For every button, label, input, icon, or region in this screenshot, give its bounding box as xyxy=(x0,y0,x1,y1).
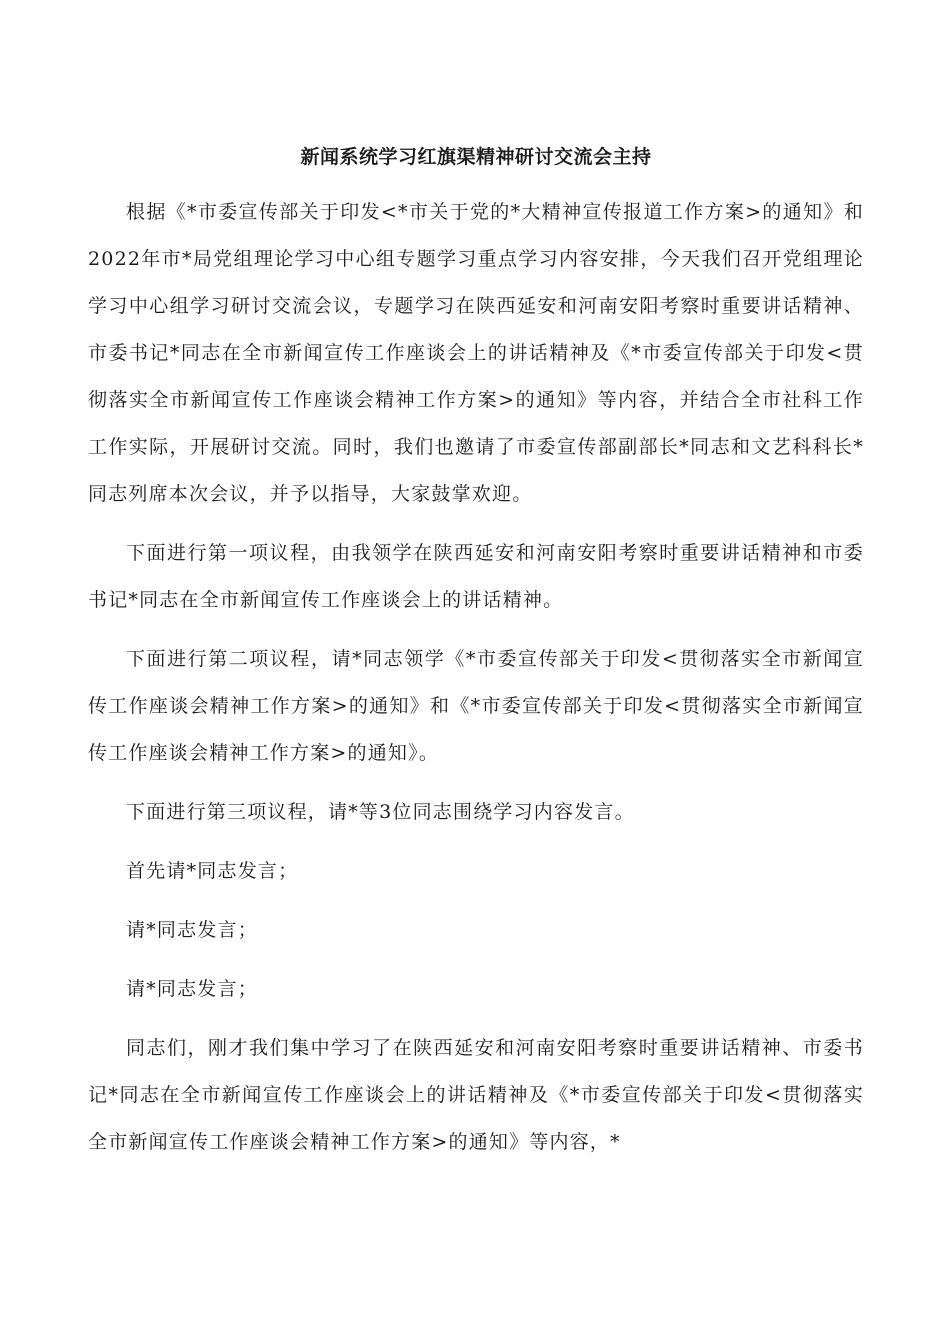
document-title: 新闻系统学习红旗渠精神研讨交流会主持 xyxy=(300,146,652,168)
document-body xyxy=(88,137,864,1178)
paragraph-speaker-1: 首先请*同志发言； xyxy=(126,860,299,882)
paragraph-speaker-2: 请*同志发言； xyxy=(126,919,258,941)
paragraph-speaker-3: 请*同志发言； xyxy=(126,978,258,1000)
paragraph-agenda-item-1: 下面进行第一项议程，由我领学在陕西延安和河南安阳考察时重要讲话精神和市委书记*同志在全市新闻宣传工作座谈会上的讲话精神。 xyxy=(88,542,864,611)
paragraph-agenda-item-2: 下面进行第二项议程，请*同志领学《*市委宣传部关于印发<贯彻落实全市新闻宣传工作座谈会精神工作方案>的通知》和《*市委宣传部关于印发<贯彻落实全市新闻宣传工作座谈会精神工作方案>的通知》。 xyxy=(88,648,864,764)
paragraph-opening: 根据《*市委宣传部关于印发<*市关于党的*大精神宣传报道工作方案>的通知》和2022年市*局党组理论学习中心组专题学习重点学习内容安排，今天我们召开党组理论学习中心组学习研讨交流会议，专题学习在陕西延安和河南安阳考察时重要讲话精神、市委书记*同志在全市新闻宣传工作座谈会上的讲话精神及《*市委宣传部关于印发<贯彻落实全市新闻宣传工作座谈会精神工作方案>的通知》等内容，并结合全市社科工作工作实际，开展研讨交流。同时，我们也邀请了市委宣传部副部长*同志和文艺科科长*同志列席本次会议，并予以指导，大家鼓掌欢迎。 xyxy=(88,201,864,505)
paragraph-summary: 同志们，刚才我们集中学习了在陕西延安和河南安阳考察时重要讲话精神、市委书记*同志在全市新闻宣传工作座谈会上的讲话精神及《*市委宣传部关于印发<贯彻落实全市新闻宣传工作座谈会精神工作方案>的通知》等内容，* xyxy=(88,1037,864,1153)
paragraph-agenda-item-3: 下面进行第三项议程，请*等3位同志围绕学习内容发言。 xyxy=(126,801,635,823)
